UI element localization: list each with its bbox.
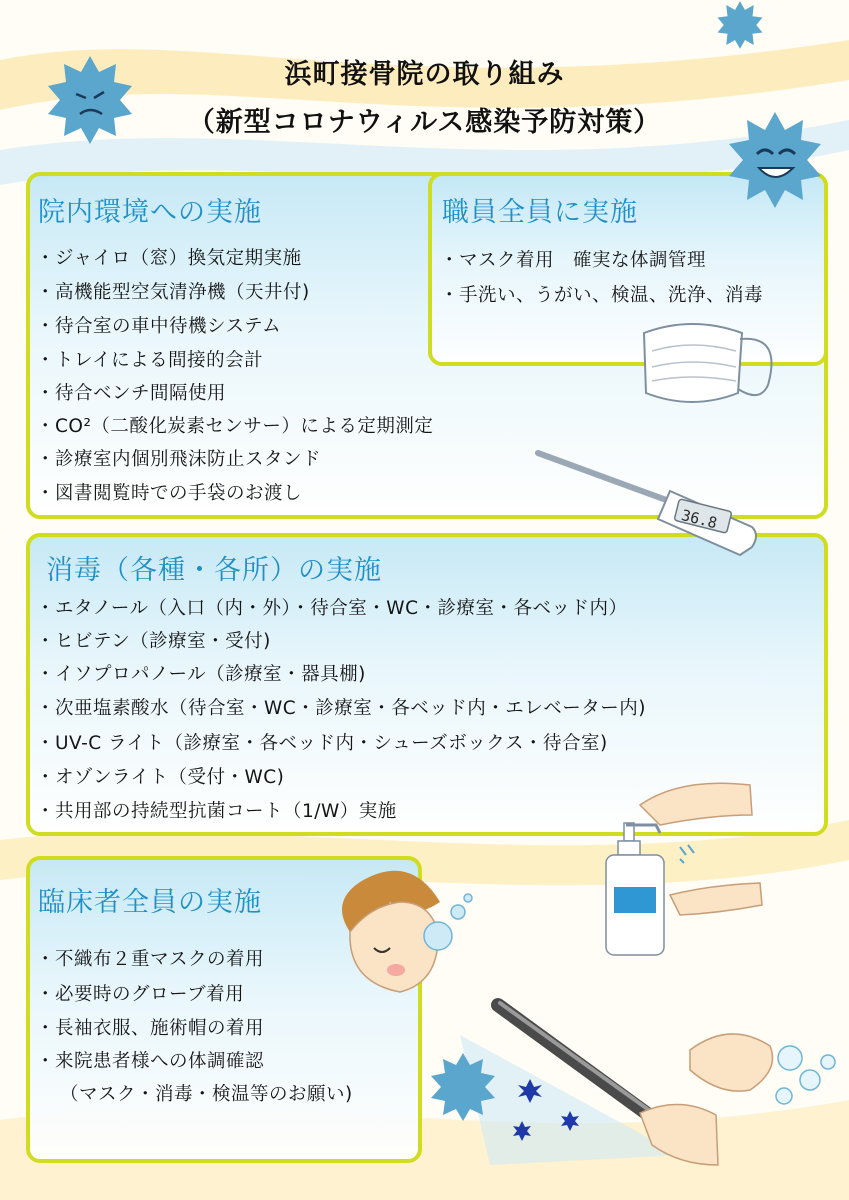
disinfection-section-title: 消毒（各種・各所）の実施 [46,555,382,586]
list-item: ・来院患者様への体調確認 [36,1051,265,1072]
list-item: ・高機能型空気清浄機（天井付) [36,282,310,303]
list-item: ・図書閲覧時での手袋のお渡し [36,483,303,504]
virus-icon [428,1052,498,1122]
clinicians-section-title: 臨床者全員の実施 [38,887,262,918]
virus-icon [725,110,825,210]
sanitizer-bottle-icon [600,775,770,965]
virus-icon [45,55,135,145]
page-subtitle: （新型コロナウィルス感染予防対策） [187,107,662,138]
list-item: ・必要時のグローブ着用 [36,984,245,1005]
thermometer-display: 36.8 [679,506,719,533]
list-item: ・トレイによる間接的会計 [36,350,264,371]
page-title: 浜町接骨院の取り組み [284,59,565,90]
staff-section-title: 職員全員に実施 [442,197,638,228]
environment-section-title: 院内環境への実施 [38,197,262,228]
list-item: ・診療室内個別飛沫防止スタンド [36,449,322,470]
list-item: ・長袖衣服、施術帽の着用 [36,1018,265,1039]
list-item: ・ヒビテン（診療室・受付) [36,631,271,652]
list-item: ・次亜塩素酸水（待合室・WC・診療室・各ベッド内・エレベーター内) [36,698,646,719]
mask-icon [632,315,777,415]
list-item: ・エタノール（入口（内・外）・待合室・WC・診療室・各ベッド内） [36,598,628,619]
list-item: ・マスク着用 確実な体調管理 [440,250,707,271]
list-item: ・イソプロパノール（診療室・器具棚) [36,664,366,685]
list-item: ・手洗い、うがい、検温、洗浄、消毒 [440,285,764,306]
list-item: ・CO²（二酸化炭素センサー）による定期測定 [36,416,434,437]
gargling-person-icon [330,862,480,1012]
list-item: ・共用部の持続型抗菌コート（1/W）実施 [36,801,397,822]
virus-icon [700,0,780,50]
list-item: ・待合室の車中待機システム [36,316,282,337]
list-item: （マスク・消毒・検温等のお願い) [60,1084,353,1105]
list-item: ・オゾンライト（受付・WC) [36,767,285,788]
thermometer-icon [530,445,760,565]
list-item: ・待合ベンチ間隔使用 [36,383,227,404]
list-item: ・UV-C ライト（診療室・各ベッド内・シューズボックス・待合室) [36,733,608,754]
list-item: ・不織布２重マスクの着用 [36,949,265,970]
washing-hands-icon [680,1010,845,1120]
list-item: ・ジャイロ（窓）換気定期実施 [36,248,302,269]
